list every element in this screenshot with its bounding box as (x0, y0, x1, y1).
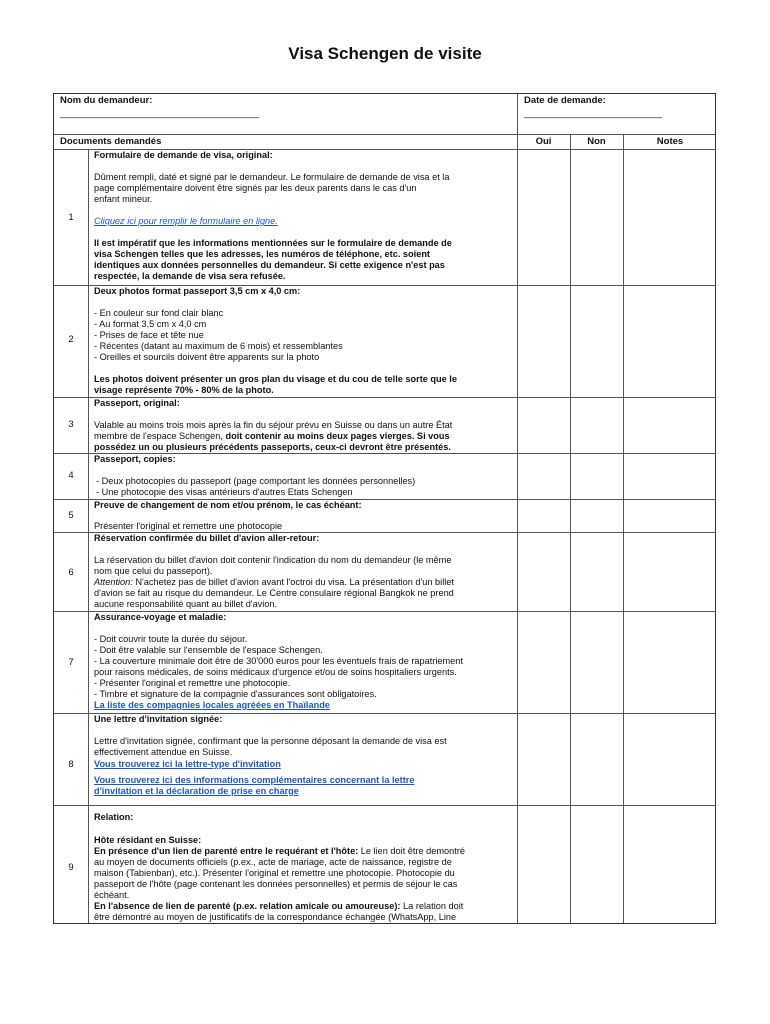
attention-label: Attention: (94, 577, 133, 587)
row-heading: Une lettre d'invitation signée: (94, 714, 223, 724)
row-heading: Formulaire de demande de visa, original: (94, 150, 273, 160)
row-text (94, 901, 463, 912)
row-text: visage représente 70% - 80% de la photo. (94, 385, 274, 395)
applicant-name-label: Nom du demandeur: (60, 95, 153, 106)
row-text: possédez un ou plusieurs précédents passeports, ceux-ci devront être présentés. (94, 442, 451, 452)
row-heading: Réservation confirmée du billet d'avion aller-retour: (94, 533, 320, 543)
row-heading: Preuve de changement de nom et/ou prénom, le cas échéant: (94, 500, 362, 510)
row-text: - La couverture minimale doit être de 30'000 euros pour les éventuels frais de rapatriement (94, 656, 463, 666)
invitation-letter-template-link[interactable]: Vous trouverez ici la lettre-type d'invitation (94, 759, 281, 769)
row-text: - Oreilles et sourcils doivent être apparents sur la photo (94, 352, 320, 362)
checklist-table (53, 93, 716, 924)
row-text: Il est impératif que les informations mentionnées sur le formulaire de demande de (94, 238, 452, 248)
row-text: - En couleur sur fond clair blanc (94, 308, 224, 318)
row-text: page complémentaire doivent être signés par les deux parents dans le cas d'un (94, 183, 417, 193)
row-text: échéant. (94, 890, 130, 900)
row-number: 7 (68, 657, 74, 668)
row-text: être démontré au moyen de justificatifs de la correspondance échangée (WhatsApp, Line (94, 912, 457, 922)
row-text (94, 846, 465, 857)
row-number: 1 (68, 212, 74, 223)
row-text: Dûment rempli, daté et signé par le demandeur. Le formulaire de demande de visa et la (94, 172, 450, 182)
online-form-link[interactable]: Cliquez ici pour remplir le formulaire en ligne. (94, 216, 278, 226)
row-text: maison (Tabienban), etc.). Présenter l'original et remettre une photocopie. Photocopie du (94, 868, 455, 878)
invitation-info-link-cont[interactable]: d'invitation et la déclaration de prise en charge (94, 786, 299, 796)
applicant-name-line[interactable]: _______________________________________ (60, 108, 260, 118)
row-number: 4 (68, 470, 74, 481)
row-number: 6 (68, 567, 74, 578)
row-text-part: membre de l'espace Schengen, (94, 431, 226, 441)
document-title: Visa Schengen de visite (288, 44, 482, 63)
row-text: Lettre d'invitation signée, confirmant que la personne déposant la demande de visa est (94, 736, 447, 746)
row-text-part: La relation doit (400, 901, 464, 911)
row-text: - Présenter l'original et remettre une photocopie. (94, 678, 291, 688)
row-heading: Relation: (94, 812, 134, 822)
row-text: nom que celui du passeport). (94, 566, 213, 576)
row-text (94, 577, 454, 588)
row-text: passeport de l'hôte (page contenant les données personnelles) et permis de séjour le cas (94, 879, 458, 889)
row-text: pour raisons médicales, de soins médicaux d'urgence et/ou de soins hospitaliers urgents. (94, 667, 457, 677)
row-text (94, 431, 450, 442)
col-divider-oui (517, 94, 518, 923)
row-divider (54, 805, 715, 806)
row-text: Présenter l'original et remettre une photocopie (94, 521, 283, 531)
oui-column-header: Oui (535, 136, 552, 147)
insurance-companies-link[interactable]: La liste des compagnies locales agréées en Thaïlande (94, 700, 330, 710)
non-column-header: Non (587, 136, 606, 147)
row-text: - Deux photocopies du passeport (page comportant les données personnelles) (96, 476, 416, 486)
row-text: La réservation du billet d'avion doit contenir l'indication du nom du demandeur (le même (94, 555, 452, 565)
row-text-part: N'achetez pas de billet d'avion avant l'octroi du visa. La présentation d'un billet (132, 577, 454, 587)
row-heading: Assurance-voyage et maladie: (94, 612, 227, 622)
notes-column-header: Notes (656, 136, 684, 147)
documents-column-header: Documents demandés (60, 136, 162, 147)
row-divider (54, 134, 715, 135)
row-number: 5 (68, 510, 74, 521)
row-text-bold: doit contenir au moins deux pages vierges. Si vous (225, 431, 450, 441)
row-text: Valable au moins trois mois après la fin du séjour prévu en Suisse ou dans un autre État (94, 420, 453, 430)
row-number: 3 (68, 419, 74, 430)
row-text: - Doit couvrir toute la durée du séjour. (94, 634, 248, 644)
row-text: - Prises de face et tête nue (94, 330, 204, 340)
row-heading: Deux photos format passeport 3,5 cm x 4,0 cm: (94, 286, 301, 296)
row-text: enfant mineur. (94, 194, 153, 204)
row-text: visa Schengen telles que les adresses, les numéros de téléphone, etc. soient (94, 249, 430, 259)
row-text: - Récentes (datant au maximum de 6 mois) et ressemblantes (94, 341, 343, 351)
row-number: 9 (68, 862, 74, 873)
row-text-bold: En l'absence de lien de parenté (p.ex. relation amicale ou amoureuse): (94, 901, 401, 911)
row-text-bold: En présence d'un lien de parenté entre le requérant et l'hôte: (94, 846, 359, 856)
row-subheading: Hôte résidant en Suisse: (94, 835, 202, 845)
row-number: 2 (68, 334, 74, 345)
row-text: au moyen de documents officiels (p.ex., acte de mariage, acte de naissance, registre de (94, 857, 452, 867)
invitation-info-link[interactable]: Vous trouverez ici des informations complémentaires concernant la lettre (94, 775, 415, 785)
row-text: - Doit être valable sur l'ensemble de l'espace Schengen. (94, 645, 323, 655)
row-text: - Une photocopie des visas antérieurs d'autres Etats Schengen (96, 487, 353, 497)
row-text: Les photos doivent présenter un gros plan du visage et du cou de telle sorte que le (94, 374, 457, 384)
row-heading: Passeport, original: (94, 398, 180, 408)
row-text: - Timbre et signature de la compagnie d'assurances sont obligatoires. (94, 689, 377, 699)
row-text-part: Le lien doit être demontré (358, 846, 465, 856)
row-text: aucune responsabilité quant au billet d'avion. (94, 599, 278, 609)
row-text: d'avion se fait au risque du demandeur. Le Centre consulaire régional Bangkok ne prend (94, 588, 454, 598)
application-date-label: Date de demande: (524, 95, 606, 106)
row-number: 8 (68, 759, 74, 770)
row-text: respectée, la demande de visa sera refusée. (94, 271, 286, 281)
application-date-line[interactable]: ___________________________ (524, 108, 662, 118)
row-text: effectivement attendue en Suisse. (94, 747, 233, 757)
row-text: identiques aux données personnelles du demandeur. Si cette exigence n'est pas (94, 260, 445, 270)
col-divider-number (88, 149, 89, 923)
row-heading: Passeport, copies: (94, 454, 176, 464)
row-text: - Au format 3,5 cm x 4,0 cm (94, 319, 207, 329)
